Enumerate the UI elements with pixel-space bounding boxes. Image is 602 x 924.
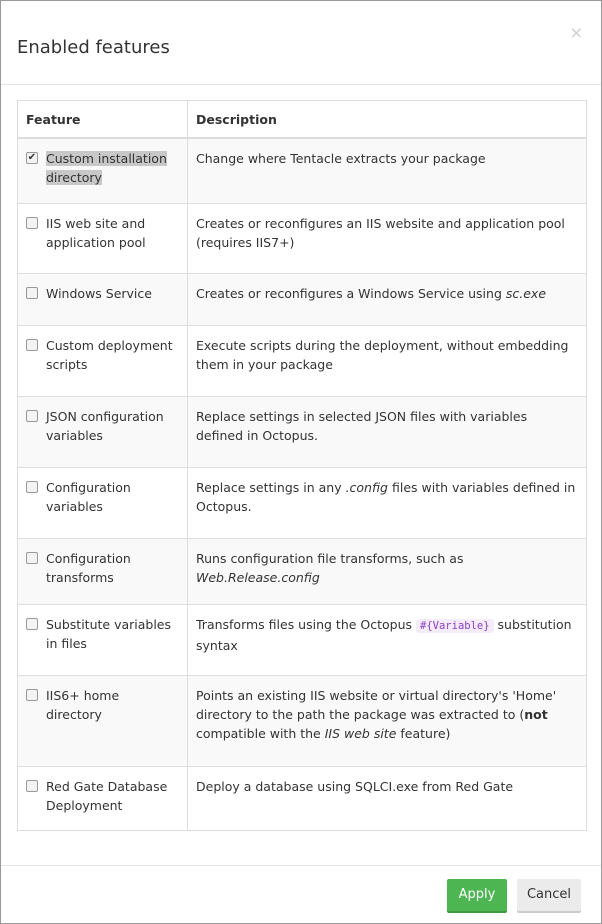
feature-checkbox[interactable] <box>26 410 38 422</box>
table-row <box>18 605 587 676</box>
table-row <box>18 539 587 605</box>
close-icon[interactable]: × <box>569 23 583 42</box>
dialog-footer <box>1 865 601 924</box>
feature-checkbox[interactable] <box>26 689 38 701</box>
apply-button[interactable]: Apply <box>447 879 507 911</box>
feature-checkbox[interactable] <box>26 618 38 630</box>
description-cell <box>188 539 587 605</box>
feature-label[interactable]: Configuration variables <box>46 480 131 514</box>
feature-checkbox[interactable] <box>26 481 38 493</box>
description-cell <box>188 605 587 676</box>
feature-label[interactable]: Custom deployment scripts <box>46 338 173 372</box>
table-row <box>18 468 587 539</box>
feature-checkbox[interactable] <box>26 552 38 564</box>
description-cell <box>188 676 587 767</box>
description-text: substitution syntax <box>196 617 572 653</box>
feature-cell <box>18 605 188 676</box>
feature-cell <box>18 204 188 274</box>
description-text: Execute scripts during the deployment, without embedding them in your package <box>196 338 569 372</box>
description-text: Change where Tentacle extracts your package <box>196 150 486 166</box>
feature-checkbox[interactable] <box>26 339 38 351</box>
feature-label[interactable]: Configuration transforms <box>46 551 131 585</box>
description-text: Runs configuration file transforms, such as <box>196 551 464 566</box>
feature-label[interactable]: Substitute variables in files <box>46 617 172 651</box>
feature-label[interactable]: IIS web site and application pool <box>46 216 146 250</box>
description-text: Creates or reconfigures an IIS website and application pool (requires IIS7+) <box>196 216 565 250</box>
table-row <box>18 274 587 326</box>
description-cell <box>188 138 587 204</box>
description-text: files with variables defined in Octopus. <box>196 480 576 514</box>
description-text: Deploy a database using SQLCI.exe from Red Gate <box>196 779 514 794</box>
description-text: Creates or reconfigures a Windows Service using <box>196 286 506 301</box>
feature-label[interactable]: Custom installation directory <box>46 150 167 185</box>
feature-cell <box>18 397 188 468</box>
description-text: Replace settings in selected JSON files with variables defined in Octopus. <box>196 409 528 443</box>
feature-cell <box>18 326 188 397</box>
feature-checkbox[interactable] <box>26 217 38 229</box>
column-header-feature: Feature <box>18 101 188 138</box>
description-text: feature) <box>396 726 451 741</box>
description-text: Transforms files using the Octopus <box>196 617 417 632</box>
dialog-header <box>1 1 601 85</box>
table-row <box>18 138 587 204</box>
description-text: Replace settings in any <box>196 480 346 495</box>
description-text: .config <box>345 480 388 495</box>
description-cell <box>188 767 587 831</box>
table-row <box>18 397 587 468</box>
table-row <box>18 676 587 767</box>
feature-checkbox[interactable] <box>26 780 38 792</box>
features-table <box>17 100 587 831</box>
description-text: #{Variable} <box>416 619 494 633</box>
cancel-button[interactable]: Cancel <box>517 879 581 911</box>
feature-cell <box>18 468 188 539</box>
feature-cell <box>18 138 188 204</box>
description-cell <box>188 274 587 326</box>
description-cell <box>188 204 587 274</box>
table-row <box>18 204 587 274</box>
feature-label[interactable]: IIS6+ home directory <box>46 688 120 722</box>
feature-label[interactable]: JSON configuration variables <box>46 409 164 443</box>
feature-label[interactable]: Red Gate Database Deployment <box>46 779 168 813</box>
column-header-description: Description <box>188 101 587 138</box>
table-row <box>18 326 587 397</box>
feature-label[interactable]: Windows Service <box>46 286 152 301</box>
feature-checkbox[interactable] <box>26 287 38 299</box>
description-text: Points an existing IIS website or virtual directory's 'Home' directory to the path the package was extracted to ( <box>196 688 557 722</box>
description-text: compatible with the <box>196 726 325 741</box>
table-row <box>18 767 587 831</box>
feature-cell <box>18 274 188 326</box>
description-text: IIS web site <box>324 726 397 741</box>
description-text: sc.exe <box>505 286 547 301</box>
description-text: Web.Release.config <box>196 570 320 585</box>
description-cell <box>188 468 587 539</box>
feature-cell <box>18 676 188 767</box>
description-cell <box>188 326 587 397</box>
description-cell <box>188 397 587 468</box>
feature-cell <box>18 539 188 605</box>
dialog-title: Enabled features <box>17 37 170 58</box>
description-text: not <box>524 707 548 722</box>
feature-checkbox[interactable]: ✔ <box>27 151 37 163</box>
feature-cell <box>18 767 188 831</box>
